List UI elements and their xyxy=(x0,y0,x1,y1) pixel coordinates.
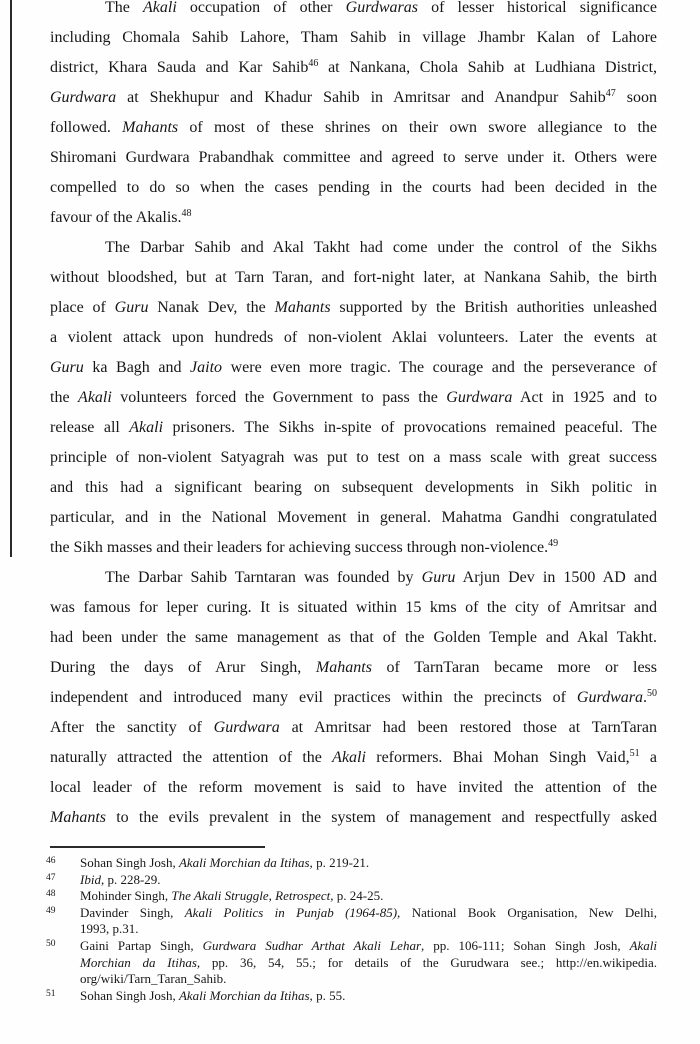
body-line: During the days of Arur Singh, Mahants of TarnTaran became more or less xyxy=(50,659,658,676)
footnote-number: 48 xyxy=(46,889,56,900)
body-line: was famous for leper curing. It is situated within 15 kms of the city of Amritsar and xyxy=(50,599,657,616)
footnote-item xyxy=(44,855,657,872)
body-line: local leader of the reform movement is said to have invited the attention of the xyxy=(50,779,657,796)
footnote-text xyxy=(80,872,657,889)
footnote-item xyxy=(44,938,657,988)
footnote-ref: 51 xyxy=(629,748,640,759)
footnote-text xyxy=(80,888,657,905)
body-line: had been under the same management as that of the Golden Temple and Akal Takht. xyxy=(50,629,657,646)
body-line: without bloodshed, but at Tarn Taran, and fort-night later, at Nankana Sahib, the birth xyxy=(50,269,657,286)
footnote-item xyxy=(44,888,657,905)
footnote-item xyxy=(44,988,657,1005)
footnote-text xyxy=(80,938,657,988)
footnote-line: org/wiki/Tarn_Taran_Sahib. xyxy=(80,971,227,987)
footnote-line: 1993, p.31. xyxy=(80,921,139,937)
footnote-number: 46 xyxy=(46,856,56,866)
body-line: followed. Mahants of most of these shrines on their own swore allegiance to the xyxy=(50,119,657,136)
body-text xyxy=(50,0,657,833)
body-line: release all Akali prisoners. The Sikhs in-spite of provocations remained peaceful. The xyxy=(50,419,657,436)
footnote-line: Gaini Partap Singh, Gurdwara Sudhar Arthat Akali Lehar, pp. 106-111; Sohan Singh Josh, Akali xyxy=(80,937,657,953)
body-line: independent and introduced many evil practices within the precincts of Gurdwara.$^{50}$ xyxy=(50,688,657,706)
body-line: the Akali volunteers forced the Government to pass the Gurdwara Act in 1925 and to xyxy=(50,389,658,406)
footnotes-section xyxy=(44,855,657,1004)
body-line: district, Khara Sauda and Kar Sahib$^{46}$ at Nankana, Chola Sahib at Ludhiana District, xyxy=(50,58,658,76)
footnote-ref: 48 xyxy=(181,208,192,219)
body-line: naturally attracted the attention of the Akali reformers. Bhai Mohan Singh Vaid,$^{51}$ a xyxy=(50,748,657,766)
footnote-line: Mohinder Singh, The Akali Struggle, Retrospect, p. 24-25. xyxy=(80,888,384,904)
body-line: The Darbar Sahib Tarntaran was founded by Guru Arjun Dev in 1500 AD and xyxy=(105,569,657,586)
body-line: including Chomala Sahib Lahore, Tham Sahib in village Jhambr Kalan of Lahore xyxy=(50,29,657,46)
footnote-ref: 50 xyxy=(647,688,657,699)
footnote-text xyxy=(80,988,657,1005)
body-line: Mahants to the evils prevalent in the system of management and respectfully asked xyxy=(50,809,657,826)
body-line: The Darbar Sahib and Akal Takht had come under the control of the Sikhs xyxy=(105,239,657,256)
footnote-ref: 47 xyxy=(605,88,616,99)
body-line: the Sikh masses and their leaders for achieving success through non-violence.$^{49}$ xyxy=(50,538,559,556)
body-line: favour of the Akalis.$^{48}$ xyxy=(50,208,192,226)
footnote-number: 47 xyxy=(46,872,56,883)
footnote-line: Ibid, p. 228-29. xyxy=(80,871,161,887)
body-line: The Akali occupation of other Gurdwaras of lesser historical significance xyxy=(105,0,658,16)
footnote-line: Sohan Singh Josh, Akali Morchian da Itihas, p. 219-21. xyxy=(80,855,370,870)
footnote-line: Morchian da Itihas, pp. 36, 54, 55.; for details of the Gurudwara see.; http://en.wikipedia. xyxy=(80,954,657,970)
body-line: and this had a significant bearing on subsequent developments in Sikh politic in xyxy=(50,479,657,496)
body-line: Shiromani Gurdwara Prabandhak committee and agreed to serve under it. Others were xyxy=(50,149,657,166)
body-line: principle of non-violent Satyagrah was put to test on a mass scale with great success xyxy=(50,449,657,466)
footnote-separator xyxy=(50,846,265,848)
body-line: After the sanctity of Gurdwara at Amritsar had been restored those at TarnTaran xyxy=(50,719,657,736)
footnote-text xyxy=(80,855,657,872)
footnote-number: 51 xyxy=(46,988,56,999)
body-line: place of Guru Nanak Dev, the Mahants supported by the British authorities unleashed xyxy=(50,299,658,316)
body-line: compelled to do so when the cases pending in the courts had been decided in the xyxy=(50,179,657,196)
body-line: Guru ka Bagh and Jaito were even more tragic. The courage and the perseverance of xyxy=(50,359,657,376)
footnote-ref: 46 xyxy=(308,58,319,69)
scan-margin-line-artifact xyxy=(10,0,12,557)
footnote-ref: 49 xyxy=(548,538,559,549)
footnote-line: Davinder Singh, Akali Politics in Punjab (1964-85), National Book Organisation, New Delhi, xyxy=(80,904,657,920)
footnote-item xyxy=(44,905,657,938)
footnote-item xyxy=(44,872,657,889)
body-line: Gurdwara at Shekhupur and Khadur Sahib in Amritsar and Anandpur Sahib$^{47}$ soon xyxy=(50,88,657,106)
footnote-number: 50 xyxy=(46,938,56,949)
footnote-text xyxy=(80,905,657,938)
footnote-number: 49 xyxy=(46,905,56,916)
footnote-line: Sohan Singh Josh, Akali Morchian da Itihas, p. 55. xyxy=(80,987,346,1003)
body-line: particular, and in the National Movement in general. Mahatma Gandhi congratulated xyxy=(50,509,657,526)
body-line: a violent attack upon hundreds of non-violent Aklai volunteers. Later the events at xyxy=(50,329,657,346)
